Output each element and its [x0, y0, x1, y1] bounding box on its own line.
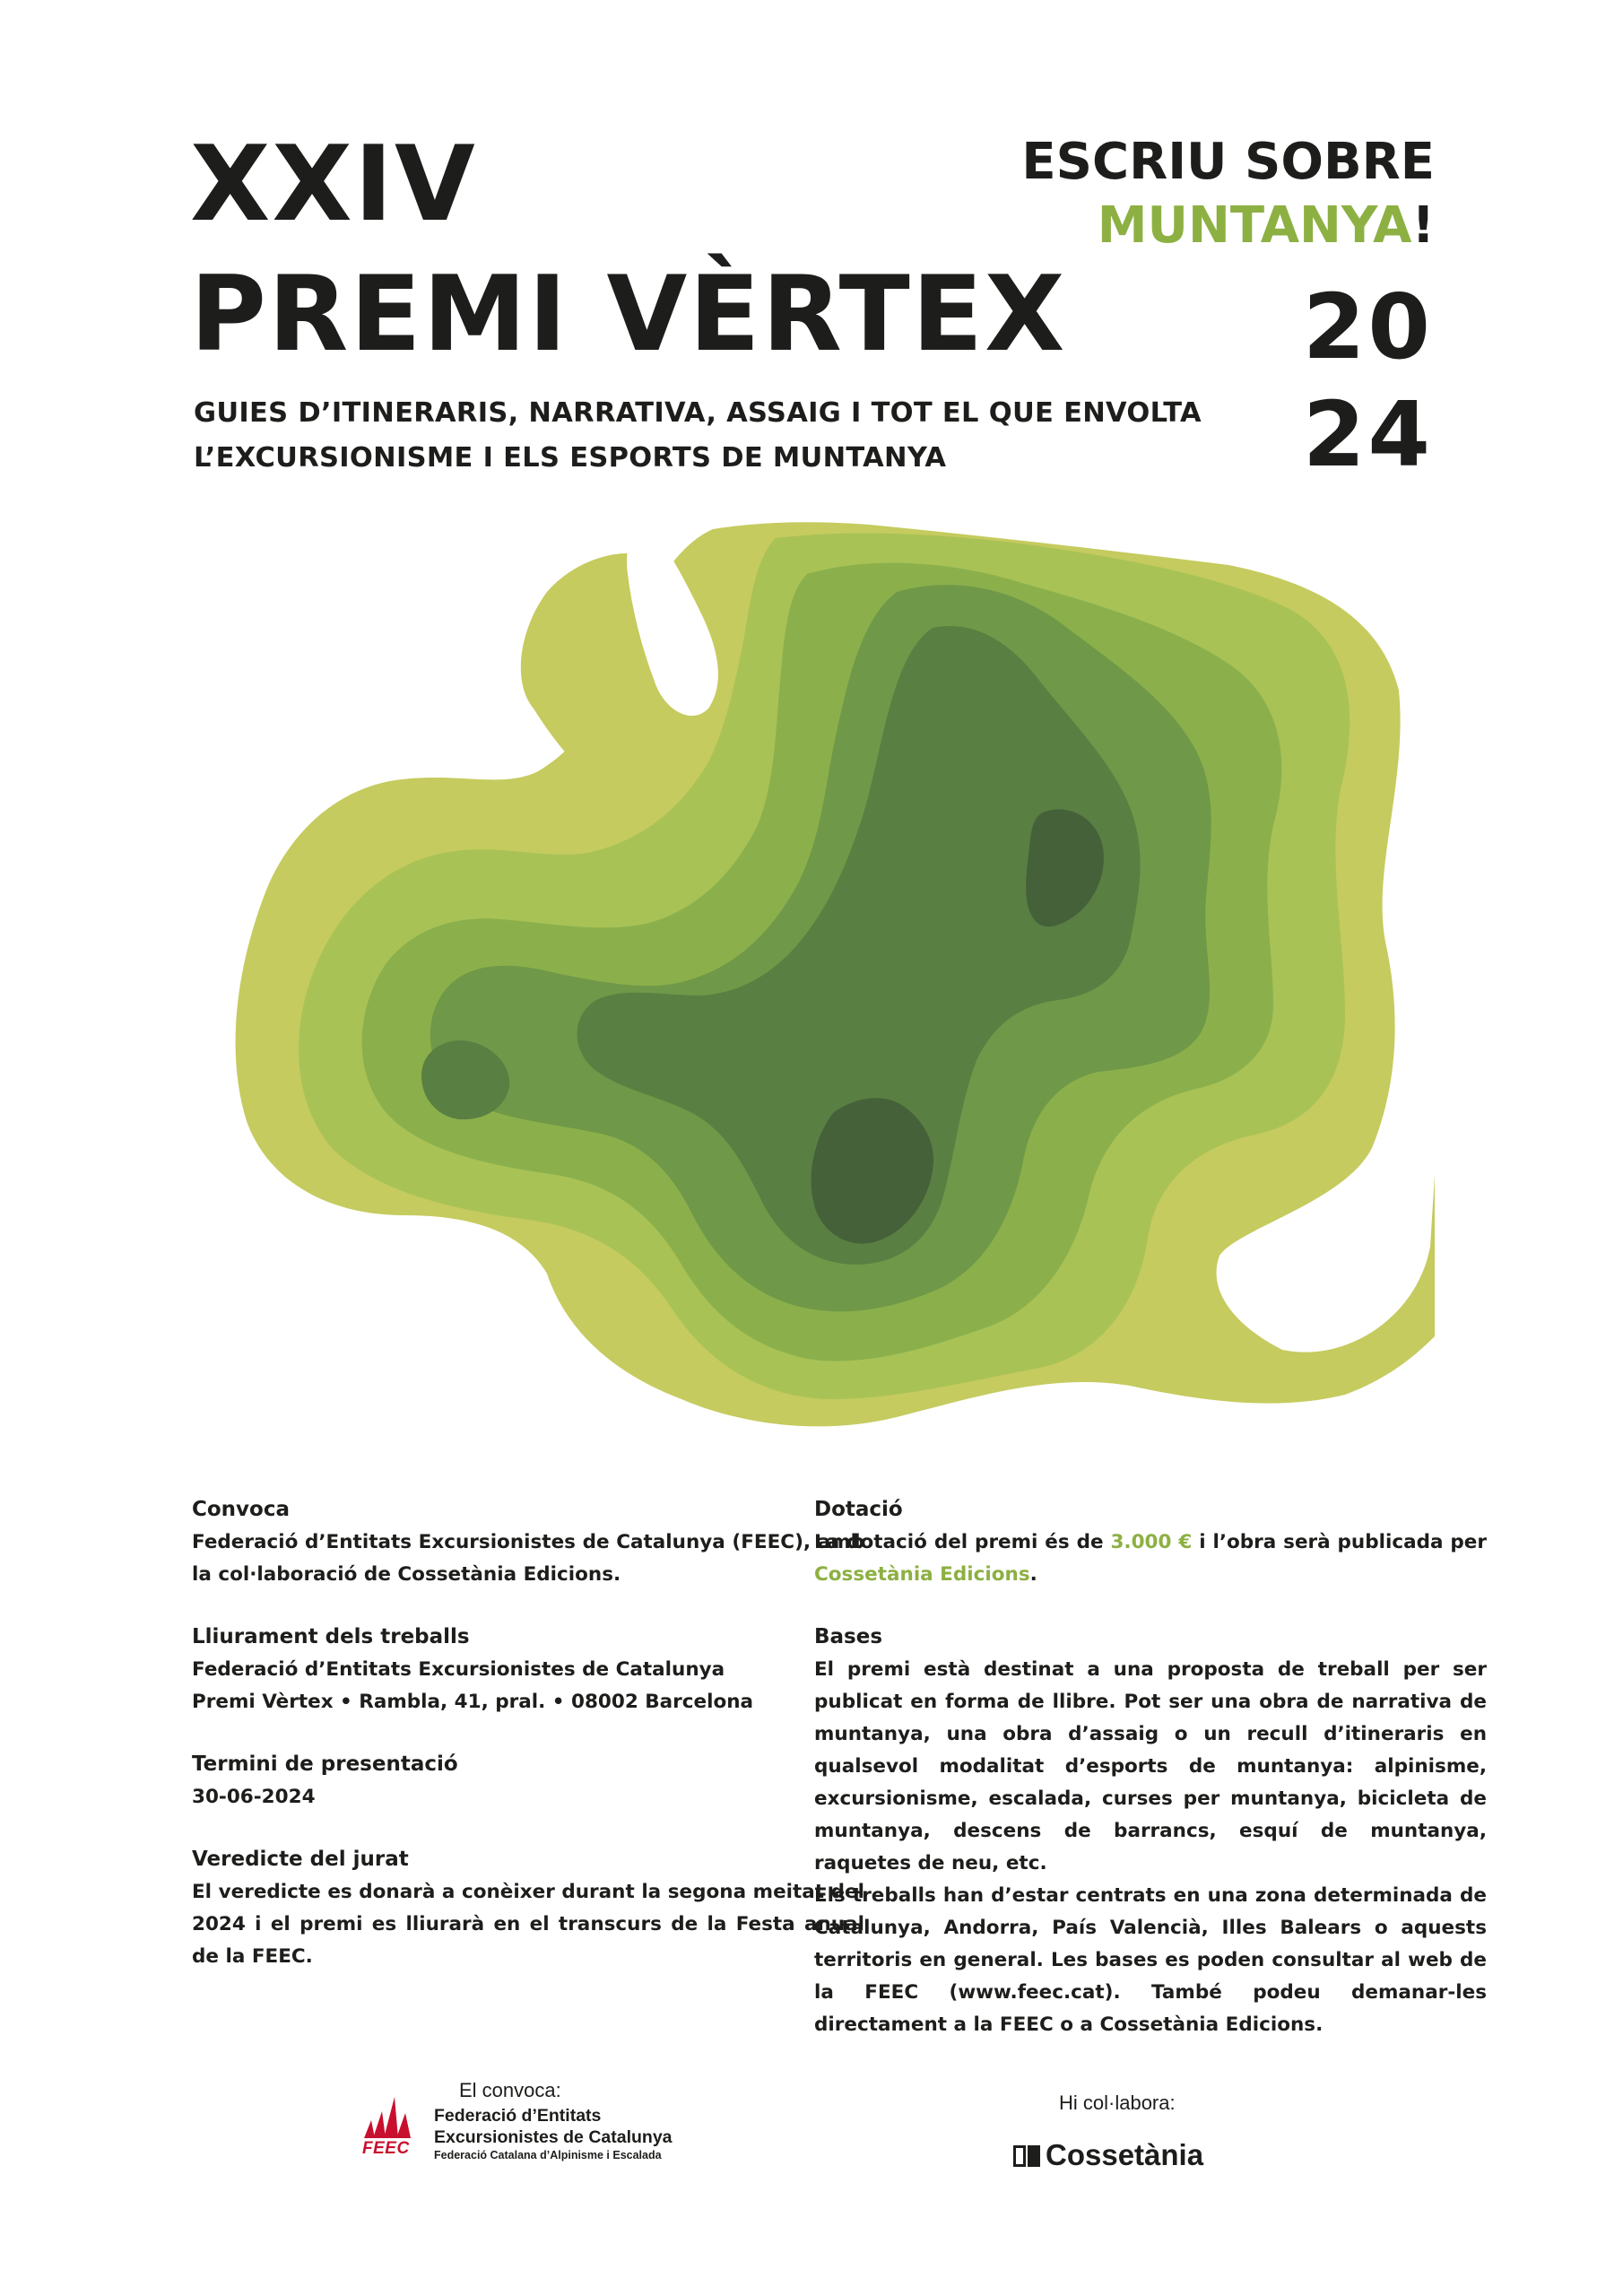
- section-veredicte: [192, 1842, 864, 1973]
- collaborator-label: Hi col·labora:: [1059, 2092, 1176, 2114]
- info-column-right: [814, 1492, 1487, 2070]
- section-heading: Convoca: [192, 1498, 291, 1521]
- title-roman-numeral: XXIV: [190, 124, 477, 245]
- dotacio-text: .: [1029, 1563, 1037, 1586]
- mountain-peaks-logo-icon: [362, 2093, 412, 2140]
- section-termini: [192, 1747, 864, 1813]
- deadline-date: 30-06-2024: [192, 1786, 316, 1808]
- topo-level-1: [236, 522, 1435, 1426]
- organizer-label: El convoca:: [459, 2079, 561, 2101]
- topo-level-5: [421, 626, 1141, 1265]
- section-convoca: [192, 1492, 864, 1591]
- section-body: Els treballs han d’estar centrats en una zona determinada de Catalunya, Andorra, País Valencià, Illes Balears o aquests territoris en general. Les bases es poden consultar al web de la FEEC (www.feec.cat). També podeu demanar-les directament a la FEEC o a Cossetània Edicions.: [814, 1884, 1487, 2036]
- slogan-mountain-word: MUNTANYA: [1097, 196, 1412, 255]
- info-column-left: [192, 1492, 864, 2002]
- dotacio-text: i l’obra serà publicada per: [1192, 1531, 1487, 1553]
- feec-abbreviation: FEEC: [362, 2139, 410, 2158]
- year-part-1: 20: [1302, 274, 1433, 379]
- section-heading: Termini de presentació: [192, 1752, 458, 1776]
- year-part-2: 24: [1302, 382, 1433, 487]
- topo-level-4: [430, 585, 1211, 1311]
- section-line: Premi Vèrtex • Rambla, 41, pral. • 08002 Barcelona: [192, 1691, 754, 1713]
- page-title: PREMI VÈRTEX: [190, 254, 1067, 375]
- slogan-line-2: [1097, 196, 1435, 255]
- section-dotacio: [814, 1492, 1487, 1591]
- section-body: El premi està destinat a una proposta de treball per ser publicat en forma de llibre. Pot ser una obra de narrativa de muntanya, una obra d’assaig o un recull d’itineraris en qualsevol modalitat d’esports de muntanya: alpinisme, excursionisme, escalada, curses per muntanya, bicicleta de muntanya, descens de barrancs, esquí de muntanya, raquetes de neu, etc.: [814, 1658, 1487, 1874]
- section-body: Federació d’Entitats Excursionistes de Catalunya (FEEC), amb la col·laboració de Cossetània Edicions.: [192, 1531, 864, 1586]
- section-lliurament: [192, 1620, 864, 1718]
- section-body: [814, 1526, 1487, 1591]
- section-heading: Dotació: [814, 1498, 903, 1521]
- section-line: Federació d’Entitats Excursionistes de Catalunya: [192, 1658, 725, 1681]
- publisher-name: Cossetània Edicions: [814, 1563, 1030, 1586]
- topo-level-3: [362, 563, 1282, 1361]
- topo-level-2: [299, 534, 1350, 1399]
- subtitle-line-1: GUIES D’ITINERARIS, NARRATIVA, ASSAIG I TOT EL QUE ENVOLTA: [194, 397, 1202, 429]
- prize-amount: 3.000 €: [1110, 1531, 1193, 1553]
- section-heading: Veredicte del jurat: [192, 1848, 409, 1871]
- feec-name-line-2: Excursionistes de Catalunya: [434, 2127, 673, 2147]
- slogan-line-1: ESCRIU SOBRE: [1021, 133, 1435, 191]
- section-heading: Lliurament dels treballs: [192, 1625, 470, 1648]
- section-body: El veredicte es donarà a conèixer durant la segona meitat del 2024 i el premi es lliurarà en el transcurs de la Festa anual de la FEEC.: [192, 1881, 864, 1968]
- subtitle-line-2: L’EXCURSIONISME I ELS ESPORTS DE MUNTANYA: [194, 442, 947, 474]
- section-bases: [814, 1620, 1487, 2041]
- cossetania-logo-text: Cossetània: [1046, 2138, 1204, 2171]
- feec-name-line-3: Federació Catalana d’Alpinisme i Escalada: [434, 2149, 662, 2161]
- feec-name-line-1: Federació d’Entitats: [434, 2106, 602, 2126]
- section-heading: Bases: [814, 1625, 883, 1648]
- dotacio-text: La dotació del premi és de: [814, 1531, 1111, 1553]
- slogan-exclamation: !: [1411, 196, 1435, 255]
- book-squares-logo-icon: [1013, 2145, 1040, 2167]
- topo-level-6: [812, 809, 1104, 1243]
